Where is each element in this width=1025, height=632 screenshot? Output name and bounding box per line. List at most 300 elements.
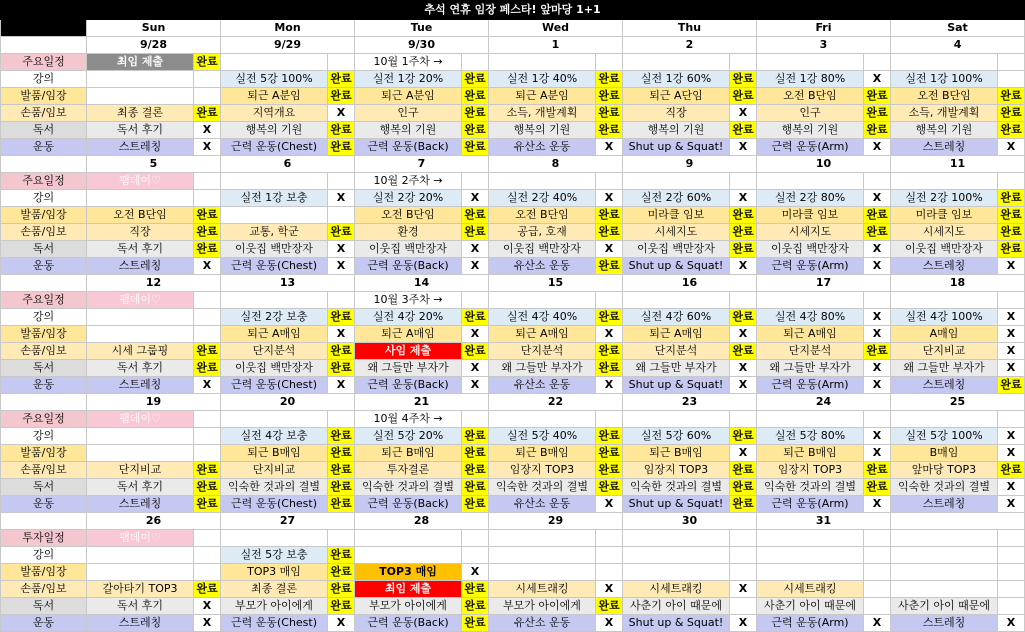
status-cell[interactable]: 완료 <box>194 241 221 258</box>
status-cell[interactable]: 완료 <box>462 581 489 598</box>
status-cell[interactable]: 완료 <box>328 71 355 88</box>
status-cell[interactable]: X <box>864 241 891 258</box>
task-cell[interactable] <box>489 564 596 581</box>
status-cell[interactable]: 완료 <box>596 207 623 224</box>
status-cell[interactable]: 완료 <box>328 547 355 564</box>
task-cell[interactable] <box>757 54 864 71</box>
task-cell[interactable]: 사춘기 아이 때문에 <box>757 598 864 615</box>
task-cell[interactable]: 근력 운동(Chest) <box>221 377 328 394</box>
task-cell[interactable]: 근력 운동(Back) <box>355 258 462 275</box>
task-cell[interactable] <box>623 173 730 190</box>
task-cell[interactable]: 독서 후기 <box>87 598 194 615</box>
status-cell[interactable] <box>194 88 221 105</box>
status-cell[interactable]: X <box>596 241 623 258</box>
task-cell[interactable]: 퇴근 A매임 <box>221 326 328 343</box>
task-cell[interactable]: 왜 그들만 부자가 <box>355 360 462 377</box>
status-cell[interactable]: 완료 <box>596 598 623 615</box>
task-cell[interactable] <box>489 411 596 428</box>
status-cell[interactable] <box>730 564 757 581</box>
task-cell[interactable]: 단지분석 <box>221 343 328 360</box>
status-cell[interactable]: X <box>328 105 355 122</box>
status-cell[interactable]: 완료 <box>596 71 623 88</box>
status-cell[interactable]: X <box>596 190 623 207</box>
task-cell[interactable]: 10월 2주차 → <box>355 173 462 190</box>
status-cell[interactable] <box>596 173 623 190</box>
status-cell[interactable]: X <box>462 564 489 581</box>
task-cell[interactable] <box>221 530 328 547</box>
status-cell[interactable]: X <box>194 598 221 615</box>
task-cell[interactable]: 실전 5강 100% <box>891 428 998 445</box>
task-cell[interactable]: 최임 제출 <box>355 581 462 598</box>
task-cell[interactable]: 소득, 개발계획 <box>891 105 998 122</box>
status-cell[interactable]: 완료 <box>998 122 1025 139</box>
status-cell[interactable] <box>998 564 1025 581</box>
task-cell[interactable]: 퇴근 B매임 <box>221 445 328 462</box>
task-cell[interactable]: 실전 2강 보충 <box>221 309 328 326</box>
task-cell[interactable]: 부모가 아이에게 <box>355 598 462 615</box>
status-cell[interactable]: X <box>462 377 489 394</box>
task-cell[interactable]: 왜 그들만 부자가 <box>757 360 864 377</box>
task-cell[interactable]: 오전 B단임 <box>891 88 998 105</box>
status-cell[interactable]: X <box>328 258 355 275</box>
task-cell[interactable]: 이웃집 백만장자 <box>891 241 998 258</box>
status-cell[interactable] <box>194 190 221 207</box>
task-cell[interactable]: 시세트래킹 <box>623 581 730 598</box>
status-cell[interactable]: X <box>998 445 1025 462</box>
task-cell[interactable]: 익숙한 것과의 결별 <box>489 479 596 496</box>
task-cell[interactable]: 실전 4강 40% <box>489 309 596 326</box>
status-cell[interactable]: 완료 <box>730 224 757 241</box>
status-cell[interactable] <box>998 54 1025 71</box>
status-cell[interactable]: X <box>328 326 355 343</box>
task-cell[interactable]: 실전 4강 60% <box>623 309 730 326</box>
task-cell[interactable]: 근력 운동(Back) <box>355 496 462 513</box>
task-cell[interactable]: 실전 4강 100% <box>891 309 998 326</box>
status-cell[interactable]: 완료 <box>596 428 623 445</box>
status-cell[interactable]: 완료 <box>462 139 489 156</box>
task-cell[interactable]: 익숙한 것과의 결별 <box>757 479 864 496</box>
status-cell[interactable] <box>998 547 1025 564</box>
status-cell[interactable] <box>864 292 891 309</box>
status-cell[interactable]: 완료 <box>194 207 221 224</box>
task-cell[interactable]: 익숙한 것과의 결별 <box>891 479 998 496</box>
task-cell[interactable] <box>87 309 194 326</box>
task-cell[interactable]: 10월 4주차 → <box>355 411 462 428</box>
task-cell[interactable]: 지역개요 <box>221 105 328 122</box>
task-cell[interactable] <box>87 428 194 445</box>
status-cell[interactable] <box>194 71 221 88</box>
status-cell[interactable]: 완료 <box>194 54 221 71</box>
task-cell[interactable] <box>489 547 596 564</box>
task-cell[interactable]: 이웃집 백만장자 <box>355 241 462 258</box>
task-cell[interactable] <box>489 292 596 309</box>
task-cell[interactable] <box>87 88 194 105</box>
status-cell[interactable]: 완료 <box>596 360 623 377</box>
task-cell[interactable]: 퇴근 B매임 <box>355 445 462 462</box>
status-cell[interactable]: 완료 <box>730 122 757 139</box>
task-cell[interactable] <box>355 547 462 564</box>
task-cell[interactable]: 퇴근 A매임 <box>623 326 730 343</box>
status-cell[interactable] <box>462 530 489 547</box>
task-cell[interactable]: 팸데이♡ <box>87 173 194 190</box>
task-cell[interactable] <box>623 54 730 71</box>
status-cell[interactable] <box>998 411 1025 428</box>
status-cell[interactable]: 완료 <box>194 360 221 377</box>
task-cell[interactable]: 임장지 TOP3 <box>757 462 864 479</box>
status-cell[interactable]: X <box>998 258 1025 275</box>
status-cell[interactable]: X <box>730 360 757 377</box>
status-cell[interactable]: X <box>462 326 489 343</box>
status-cell[interactable]: X <box>730 258 757 275</box>
status-cell[interactable]: X <box>596 326 623 343</box>
task-cell[interactable]: 미라클 임보 <box>891 207 998 224</box>
status-cell[interactable]: X <box>596 581 623 598</box>
task-cell[interactable]: 실전 1강 보충 <box>221 190 328 207</box>
status-cell[interactable]: 완료 <box>596 445 623 462</box>
status-cell[interactable]: X <box>864 428 891 445</box>
task-cell[interactable]: 스트레칭 <box>87 496 194 513</box>
task-cell[interactable]: 실전 5강 100% <box>221 71 328 88</box>
task-cell[interactable] <box>891 530 998 547</box>
status-cell[interactable] <box>462 411 489 428</box>
status-cell[interactable] <box>730 411 757 428</box>
task-cell[interactable]: Shut up & Squat! <box>623 258 730 275</box>
status-cell[interactable]: 완료 <box>596 105 623 122</box>
task-cell[interactable]: 독서 후기 <box>87 122 194 139</box>
task-cell[interactable] <box>87 547 194 564</box>
task-cell[interactable]: 앞마당 TOP3 <box>891 462 998 479</box>
task-cell[interactable]: 오전 B단임 <box>489 207 596 224</box>
status-cell[interactable]: 완료 <box>462 309 489 326</box>
status-cell[interactable] <box>864 54 891 71</box>
task-cell[interactable]: 실전 1강 60% <box>623 71 730 88</box>
status-cell[interactable]: X <box>596 139 623 156</box>
task-cell[interactable]: 퇴근 A단임 <box>623 88 730 105</box>
task-cell[interactable]: 독서 후기 <box>87 360 194 377</box>
task-cell[interactable]: 최종 결론 <box>221 581 328 598</box>
status-cell[interactable]: X <box>998 479 1025 496</box>
status-cell[interactable]: X <box>998 309 1025 326</box>
status-cell[interactable]: 완료 <box>194 479 221 496</box>
status-cell[interactable] <box>596 547 623 564</box>
status-cell[interactable]: X <box>596 496 623 513</box>
task-cell[interactable]: 미라클 임보 <box>757 207 864 224</box>
task-cell[interactable]: 근력 운동(Arm) <box>757 615 864 632</box>
status-cell[interactable]: X <box>596 615 623 632</box>
task-cell[interactable]: 근력 운동(Chest) <box>221 615 328 632</box>
task-cell[interactable]: 실전 2강 100% <box>891 190 998 207</box>
task-cell[interactable]: 단지비교 <box>87 462 194 479</box>
task-cell[interactable] <box>623 292 730 309</box>
status-cell[interactable] <box>194 411 221 428</box>
task-cell[interactable]: TOP3 매임 <box>221 564 328 581</box>
task-cell[interactable]: 독서 후기 <box>87 241 194 258</box>
task-cell[interactable]: 시세지도 <box>757 224 864 241</box>
status-cell[interactable]: 완료 <box>596 462 623 479</box>
task-cell[interactable] <box>757 564 864 581</box>
task-cell[interactable] <box>891 411 998 428</box>
status-cell[interactable]: 완료 <box>462 88 489 105</box>
status-cell[interactable]: 완료 <box>328 496 355 513</box>
task-cell[interactable] <box>221 173 328 190</box>
status-cell[interactable]: 완료 <box>864 479 891 496</box>
status-cell[interactable]: 완료 <box>328 122 355 139</box>
status-cell[interactable]: X <box>596 377 623 394</box>
status-cell[interactable]: X <box>462 241 489 258</box>
task-cell[interactable] <box>489 530 596 547</box>
status-cell[interactable]: X <box>328 377 355 394</box>
status-cell[interactable]: 완료 <box>998 105 1025 122</box>
status-cell[interactable]: 완료 <box>864 122 891 139</box>
task-cell[interactable]: 실전 1강 20% <box>355 71 462 88</box>
task-cell[interactable]: 부모가 아이에게 <box>489 598 596 615</box>
task-cell[interactable]: 근력 운동(Arm) <box>757 377 864 394</box>
task-cell[interactable] <box>87 326 194 343</box>
task-cell[interactable]: 스트레칭 <box>891 496 998 513</box>
task-cell[interactable]: 왜 그들만 부자가 <box>623 360 730 377</box>
status-cell[interactable]: 완료 <box>328 343 355 360</box>
status-cell[interactable]: 완료 <box>730 309 757 326</box>
status-cell[interactable]: 완료 <box>328 598 355 615</box>
task-cell[interactable] <box>87 190 194 207</box>
task-cell[interactable]: 왜 그들만 부자가 <box>489 360 596 377</box>
task-cell[interactable] <box>891 292 998 309</box>
task-cell[interactable]: 이웃집 백만장자 <box>489 241 596 258</box>
task-cell[interactable]: 임장지 TOP3 <box>489 462 596 479</box>
task-cell[interactable] <box>891 547 998 564</box>
task-cell[interactable]: 왜 그들만 부자가 <box>891 360 998 377</box>
task-cell[interactable]: 스트레칭 <box>87 377 194 394</box>
status-cell[interactable]: 완료 <box>462 71 489 88</box>
task-cell[interactable]: 행복의 기원 <box>221 122 328 139</box>
status-cell[interactable] <box>194 428 221 445</box>
status-cell[interactable]: 완료 <box>194 343 221 360</box>
status-cell[interactable] <box>596 530 623 547</box>
task-cell[interactable]: 단지분석 <box>623 343 730 360</box>
task-cell[interactable]: 인구 <box>757 105 864 122</box>
task-cell[interactable]: 실전 5강 60% <box>623 428 730 445</box>
task-cell[interactable]: 직장 <box>87 224 194 241</box>
status-cell[interactable] <box>596 564 623 581</box>
status-cell[interactable]: 완료 <box>998 224 1025 241</box>
task-cell[interactable]: 근력 운동(Chest) <box>221 496 328 513</box>
status-cell[interactable]: 완료 <box>194 496 221 513</box>
task-cell[interactable]: 익숙한 것과의 결별 <box>355 479 462 496</box>
status-cell[interactable]: 완료 <box>596 122 623 139</box>
task-cell[interactable] <box>87 71 194 88</box>
task-cell[interactable]: 퇴근 B매임 <box>489 445 596 462</box>
status-cell[interactable]: 완료 <box>462 224 489 241</box>
task-cell[interactable]: 행복의 기원 <box>757 122 864 139</box>
status-cell[interactable]: X <box>864 190 891 207</box>
status-cell[interactable]: 완료 <box>730 343 757 360</box>
status-cell[interactable]: X <box>998 139 1025 156</box>
task-cell[interactable]: 단지분석 <box>757 343 864 360</box>
status-cell[interactable] <box>998 530 1025 547</box>
task-cell[interactable] <box>891 564 998 581</box>
status-cell[interactable] <box>194 547 221 564</box>
status-cell[interactable]: X <box>998 496 1025 513</box>
status-cell[interactable] <box>730 292 757 309</box>
status-cell[interactable]: X <box>998 615 1025 632</box>
status-cell[interactable]: 완료 <box>730 71 757 88</box>
task-cell[interactable]: Shut up & Squat! <box>623 615 730 632</box>
status-cell[interactable]: X <box>998 343 1025 360</box>
task-cell[interactable]: 실전 2강 20% <box>355 190 462 207</box>
status-cell[interactable] <box>328 54 355 71</box>
task-cell[interactable]: 스트레칭 <box>87 139 194 156</box>
status-cell[interactable]: 완료 <box>864 343 891 360</box>
task-cell[interactable]: 근력 운동(Back) <box>355 139 462 156</box>
task-cell[interactable]: 스트레칭 <box>891 377 998 394</box>
task-cell[interactable]: 사춘기 아이 때문에 <box>623 598 730 615</box>
status-cell[interactable]: 완료 <box>462 207 489 224</box>
task-cell[interactable]: 사춘기 아이 때문에 <box>891 598 998 615</box>
task-cell[interactable]: 실전 4강 보충 <box>221 428 328 445</box>
task-cell[interactable]: A매임 <box>891 326 998 343</box>
task-cell[interactable]: 10월 3주차 → <box>355 292 462 309</box>
task-cell[interactable] <box>221 411 328 428</box>
status-cell[interactable] <box>864 173 891 190</box>
task-cell[interactable]: 행복의 기원 <box>623 122 730 139</box>
status-cell[interactable]: 완료 <box>462 122 489 139</box>
task-cell[interactable] <box>623 411 730 428</box>
task-cell[interactable]: 행복의 기원 <box>489 122 596 139</box>
task-cell[interactable]: 시세 그룹핑 <box>87 343 194 360</box>
task-cell[interactable]: 실전 1강 80% <box>757 71 864 88</box>
status-cell[interactable]: X <box>194 377 221 394</box>
task-cell[interactable]: 실전 2강 80% <box>757 190 864 207</box>
task-cell[interactable]: 익숙한 것과의 결별 <box>623 479 730 496</box>
status-cell[interactable]: 완료 <box>462 428 489 445</box>
task-cell[interactable]: 팸데이♡ <box>87 530 194 547</box>
task-cell[interactable]: TOP3 매임 <box>355 564 462 581</box>
status-cell[interactable]: 완료 <box>730 462 757 479</box>
task-cell[interactable]: 근력 운동(Chest) <box>221 258 328 275</box>
task-cell[interactable] <box>489 54 596 71</box>
task-cell[interactable]: Shut up & Squat! <box>623 496 730 513</box>
task-cell[interactable]: 스트레칭 <box>87 615 194 632</box>
task-cell[interactable]: 임장지 TOP3 <box>623 462 730 479</box>
status-cell[interactable]: 완료 <box>730 207 757 224</box>
status-cell[interactable]: 완료 <box>462 462 489 479</box>
task-cell[interactable]: 시세트래킹 <box>757 581 864 598</box>
status-cell[interactable] <box>194 309 221 326</box>
status-cell[interactable]: 완료 <box>730 496 757 513</box>
status-cell[interactable] <box>194 445 221 462</box>
status-cell[interactable] <box>864 530 891 547</box>
task-cell[interactable]: 실전 4강 80% <box>757 309 864 326</box>
status-cell[interactable] <box>730 530 757 547</box>
task-cell[interactable]: 최임 제출 <box>87 54 194 71</box>
status-cell[interactable] <box>998 71 1025 88</box>
task-cell[interactable] <box>891 54 998 71</box>
status-cell[interactable]: 완료 <box>328 224 355 241</box>
status-cell[interactable]: X <box>864 615 891 632</box>
status-cell[interactable] <box>730 547 757 564</box>
status-cell[interactable]: 완료 <box>328 445 355 462</box>
status-cell[interactable]: 완료 <box>328 360 355 377</box>
status-cell[interactable]: X <box>194 122 221 139</box>
status-cell[interactable]: X <box>998 428 1025 445</box>
status-cell[interactable] <box>998 173 1025 190</box>
status-cell[interactable]: 완료 <box>462 496 489 513</box>
task-cell[interactable]: 인구 <box>355 105 462 122</box>
status-cell[interactable]: 완료 <box>596 224 623 241</box>
task-cell[interactable]: 시세트래킹 <box>489 581 596 598</box>
task-cell[interactable] <box>891 581 998 598</box>
status-cell[interactable]: 완료 <box>730 479 757 496</box>
status-cell[interactable]: X <box>462 190 489 207</box>
task-cell[interactable]: 스트레칭 <box>891 258 998 275</box>
task-cell[interactable]: 유산소 운동 <box>489 139 596 156</box>
status-cell[interactable]: 완료 <box>864 105 891 122</box>
task-cell[interactable]: 시세지도 <box>623 224 730 241</box>
status-cell[interactable]: X <box>864 258 891 275</box>
status-cell[interactable]: X <box>864 71 891 88</box>
status-cell[interactable]: 완료 <box>596 479 623 496</box>
status-cell[interactable]: 완료 <box>328 309 355 326</box>
task-cell[interactable]: 투자결론 <box>355 462 462 479</box>
task-cell[interactable]: 이웃집 백만장자 <box>757 241 864 258</box>
status-cell[interactable] <box>194 292 221 309</box>
status-cell[interactable] <box>596 54 623 71</box>
status-cell[interactable]: 완료 <box>730 428 757 445</box>
status-cell[interactable]: X <box>730 139 757 156</box>
status-cell[interactable] <box>730 598 757 615</box>
task-cell[interactable]: 부모가 아이에게 <box>221 598 328 615</box>
task-cell[interactable] <box>757 547 864 564</box>
task-cell[interactable]: 퇴근 A매임 <box>489 326 596 343</box>
status-cell[interactable]: 완료 <box>596 88 623 105</box>
task-cell[interactable]: 단지비교 <box>221 462 328 479</box>
status-cell[interactable] <box>462 292 489 309</box>
status-cell[interactable]: X <box>864 309 891 326</box>
task-cell[interactable] <box>757 530 864 547</box>
task-cell[interactable]: 실전 1강 40% <box>489 71 596 88</box>
task-cell[interactable]: 실전 5강 20% <box>355 428 462 445</box>
status-cell[interactable]: 완료 <box>730 88 757 105</box>
status-cell[interactable]: 완료 <box>462 615 489 632</box>
task-cell[interactable]: 오전 B단임 <box>87 207 194 224</box>
status-cell[interactable] <box>998 598 1025 615</box>
task-cell[interactable]: 스트레칭 <box>87 258 194 275</box>
status-cell[interactable]: 완료 <box>864 207 891 224</box>
status-cell[interactable] <box>194 564 221 581</box>
task-cell[interactable]: 근력 운동(Back) <box>355 377 462 394</box>
status-cell[interactable] <box>864 411 891 428</box>
status-cell[interactable]: 완료 <box>596 309 623 326</box>
status-cell[interactable] <box>998 292 1025 309</box>
status-cell[interactable]: 완료 <box>328 462 355 479</box>
status-cell[interactable]: X <box>730 581 757 598</box>
status-cell[interactable] <box>462 547 489 564</box>
status-cell[interactable]: X <box>462 258 489 275</box>
status-cell[interactable]: X <box>328 241 355 258</box>
task-cell[interactable]: 최종 결론 <box>87 105 194 122</box>
task-cell[interactable]: 퇴근 A매임 <box>757 326 864 343</box>
status-cell[interactable]: 완료 <box>864 224 891 241</box>
task-cell[interactable]: 실전 1강 100% <box>891 71 998 88</box>
task-cell[interactable] <box>221 54 328 71</box>
status-cell[interactable]: 완료 <box>462 479 489 496</box>
status-cell[interactable]: X <box>864 445 891 462</box>
task-cell[interactable] <box>87 564 194 581</box>
status-cell[interactable] <box>328 207 355 224</box>
task-cell[interactable]: B매임 <box>891 445 998 462</box>
task-cell[interactable] <box>757 173 864 190</box>
status-cell[interactable]: X <box>998 326 1025 343</box>
